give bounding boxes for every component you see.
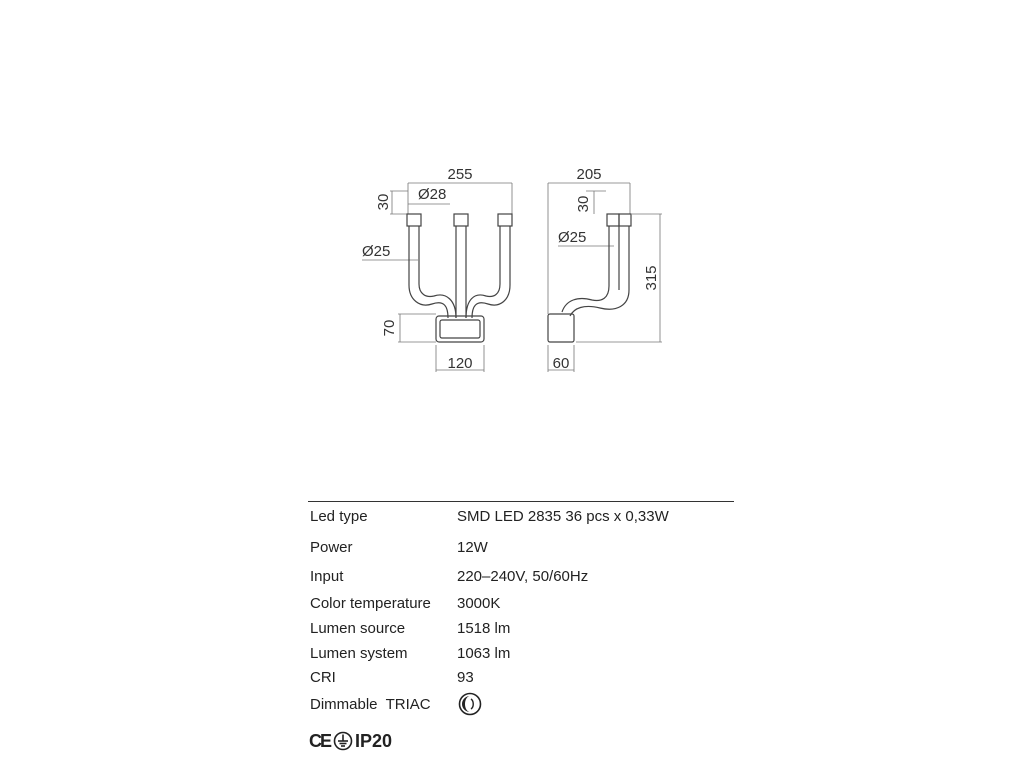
spec-label: CRI [310, 669, 336, 686]
ground-icon [333, 731, 353, 751]
dimmable-icon [458, 692, 482, 716]
side-cap-height-label: 30 [574, 195, 592, 213]
spec-table-rule [308, 501, 734, 502]
spec-label: Dimmable TRIAC [310, 696, 431, 713]
spec-label: Color temperature [310, 595, 431, 612]
spec-value: 3000K [457, 595, 501, 612]
side-diameter-label: Ø25 [558, 229, 587, 246]
side-total-height-label: 315 [642, 265, 660, 291]
front-base-width-label: 120 [447, 355, 473, 372]
spec-label: Lumen system [310, 645, 408, 662]
spec-value: 93 [457, 669, 474, 686]
spec-value: 12W [457, 539, 488, 556]
front-width-label: 255 [447, 166, 473, 183]
spec-value: 1518 lm [457, 620, 511, 637]
ip-rating: IP20 [355, 730, 393, 751]
spec-label: Lumen source [310, 620, 406, 637]
front-diameter-label: Ø25 [362, 243, 391, 260]
spec-value: 220–240V, 50/60Hz [457, 568, 589, 585]
ce-mark-icon: CE [309, 730, 331, 751]
spec-label: Power [310, 539, 353, 556]
spec-label: Led type [310, 508, 368, 525]
spec-value: 1063 lm [457, 645, 511, 662]
spec-value: SMD LED 2835 36 pcs x 0,33W [457, 508, 669, 525]
front-cap-height-label: 30 [374, 193, 392, 211]
front-view [362, 166, 512, 372]
front-base-height-label: 70 [380, 319, 398, 337]
side-width-label: 205 [576, 166, 602, 183]
side-view [548, 166, 662, 372]
certification-marks [309, 730, 392, 752]
spec-label: Input [310, 568, 344, 585]
side-base-depth-label: 60 [552, 355, 570, 372]
front-diameter-top-label: Ø28 [418, 186, 447, 203]
